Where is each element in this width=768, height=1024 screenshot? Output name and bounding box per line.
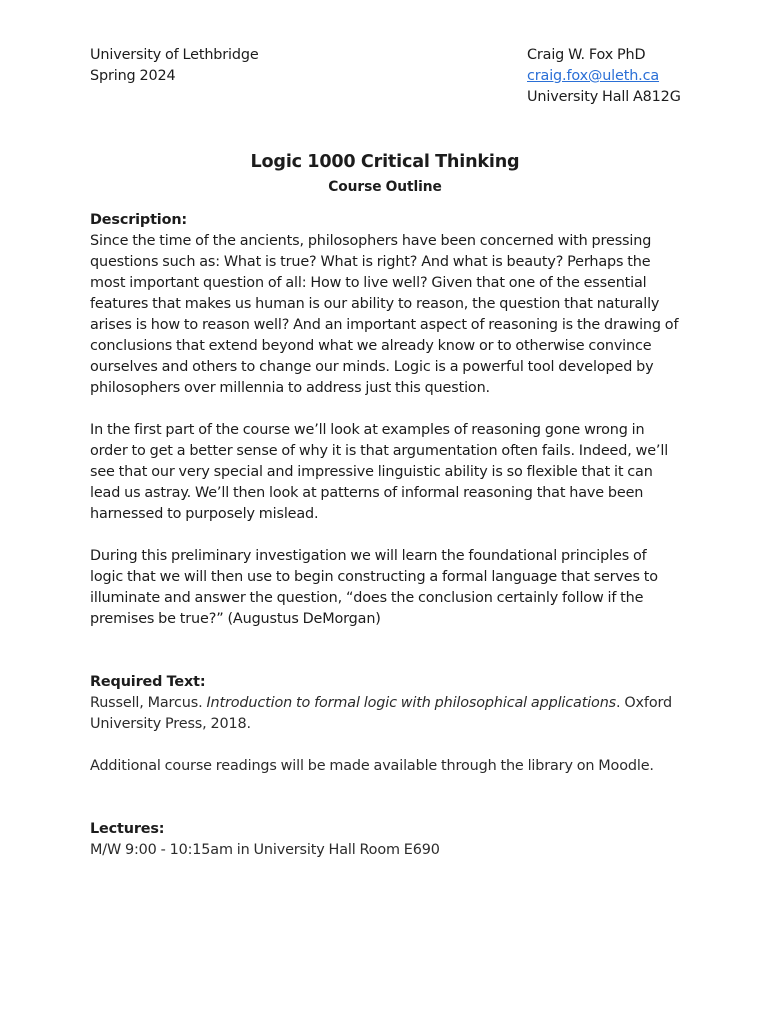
university-name: University of Lethbridge [90,47,259,63]
paragraph-spacer [90,525,680,546]
description-paragraph: In the first part of the course we’ll look at examples of reasoning gone wrong in order to get a better sense of why it is that argumentation often fails. Indeed, we’ll see that our very special and impressive linguistic ability is so flexible that it can lead us astray. We’ll then look at patterns of informal reasoning that have been harnessed to purposely mislead. [90,422,669,522]
required-text-section [90,672,680,777]
term: Spring 2024 [90,68,176,84]
course-title: Logic 1000 Critical Thinking [250,152,520,172]
section-spacer [90,630,680,672]
course-subtitle: Course Outline [328,179,442,195]
readings-note: Additional course readings will be made available through the library on Moodle. [90,758,654,774]
lectures-section [90,819,680,861]
description-section [90,210,680,630]
instructor-office: University Hall A812G [527,89,681,105]
instructor-name: Craig W. Fox PhD [527,47,646,63]
document-header [90,45,680,108]
citation-publisher: . Oxford University Press, 2018. [90,695,672,732]
citation-author: Russell, Marcus. [90,695,207,711]
instructor-block [527,45,680,108]
institution-block [90,45,259,108]
description-paragraph: Since the time of the ancients, philosophers have been concerned with pressing questions such as: What is true? What is right? And what is beauty? Perhaps the most important question of all: How to live well? Given that one of the essential features that makes us human is our ability to reason, the question that naturally arises is how to reason well? And an important aspect of reasoning is the drawing of conclusions that extend beyond what we already know or to otherwise convince ourselves and others to change our minds. Logic is a powerful tool developed by philosophers over millennia to address just this question. [90,233,679,396]
course-outline-page [90,45,680,861]
paragraph-spacer [90,735,680,756]
description-paragraph: During this preliminary investigation we will learn the foundational principles of logic that we will then use to begin constructing a formal language that serves to illuminate and answer the question, “does the conclusion certainly follow if the premises be true?” (Augustus DeMorgan) [90,548,658,627]
required-text-heading: Required Text: [90,674,206,690]
lectures-heading: Lectures: [90,821,165,837]
instructor-email-link[interactable]: craig.fox@uleth.ca [527,68,660,84]
textbook-citation [90,693,680,735]
citation-title: Introduction to formal logic with philosophical applications [206,695,617,711]
title-block [90,150,680,200]
description-heading: Description: [90,212,188,228]
paragraph-spacer [90,399,680,420]
lecture-schedule: M/W 9:00 - 10:15am in University Hall Room E690 [90,842,440,858]
section-spacer [90,777,680,819]
